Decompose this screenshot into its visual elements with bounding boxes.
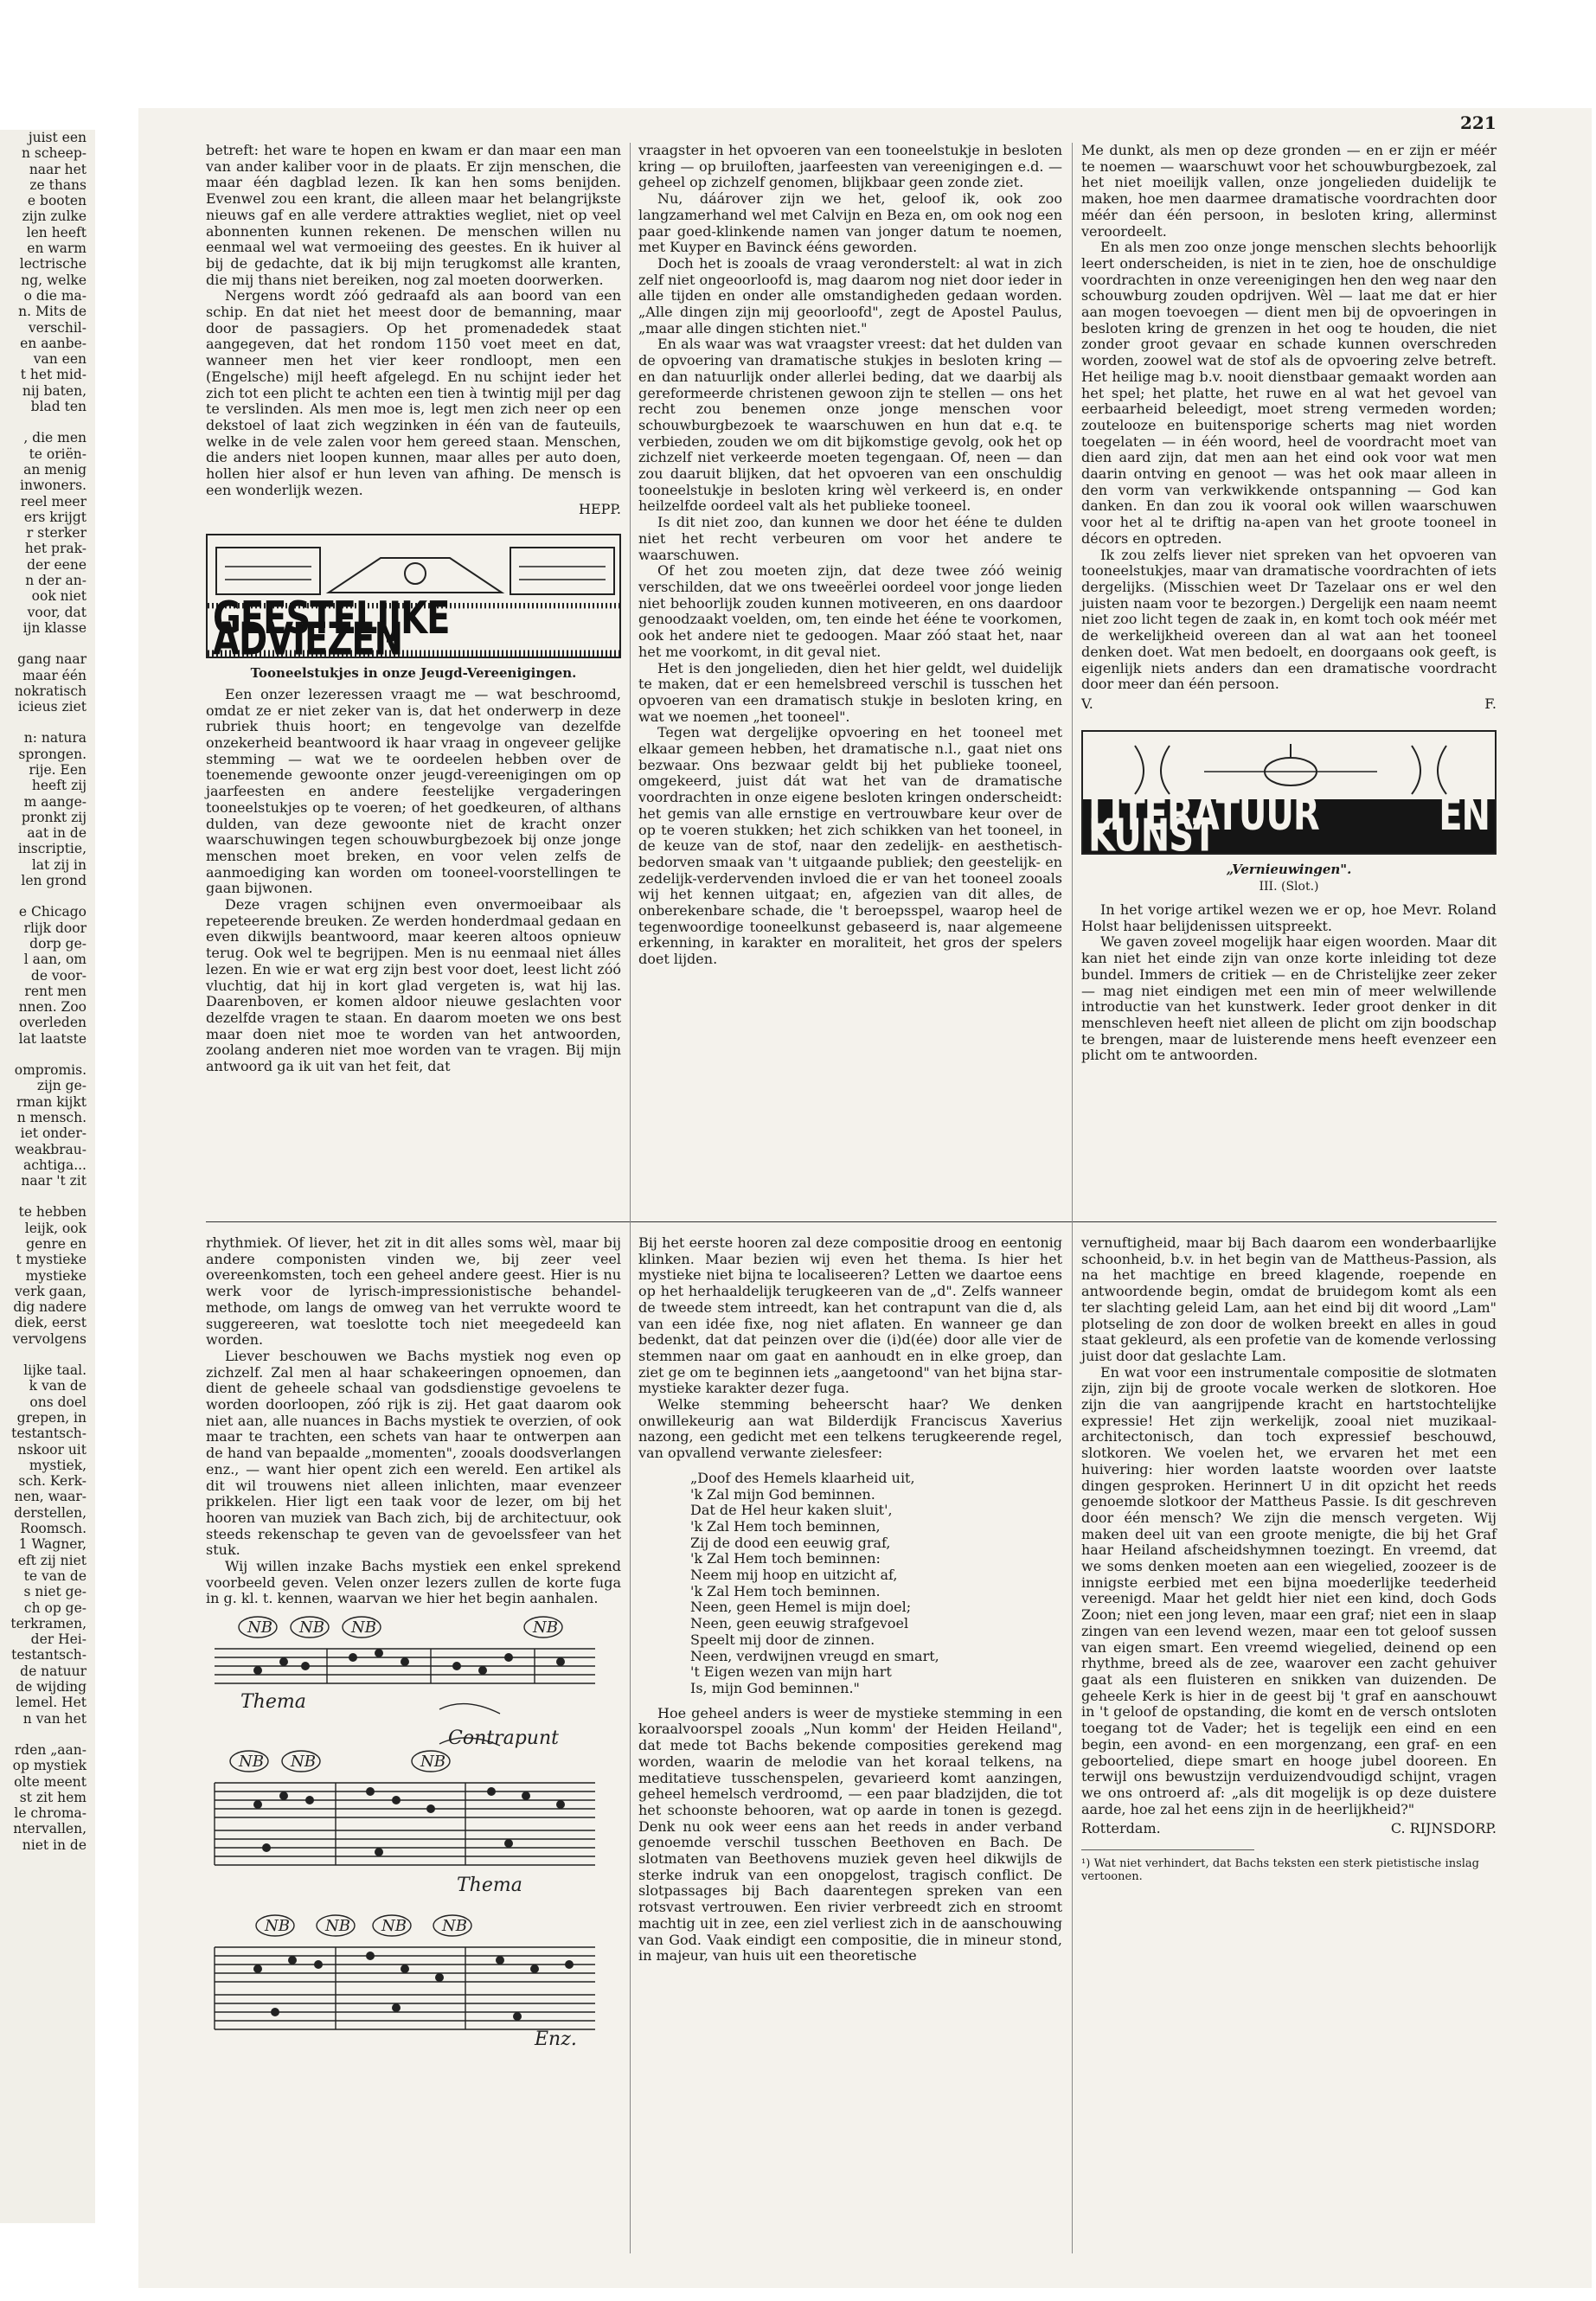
adjacent-page-text: genre en [26,1236,87,1252]
adjacent-page-text: zijn zulke [22,208,87,225]
author-name: C. RIJNSDORP. [1390,1820,1497,1837]
adjacent-page-text: iet onder- [20,1125,87,1142]
adjacent-page-text: te van de [23,1567,87,1584]
adjacent-page-text: pronkt zij [21,809,87,825]
adjacent-page-text: rman kijkt [16,1093,87,1110]
adjacent-page-text: ch op ge- [23,1599,87,1616]
poem-line: 'k Zal Hem toch beminnen: [690,1550,881,1567]
adjacent-page-text: an menig [23,461,87,478]
adjacent-page-text: sprongen. [18,746,87,762]
adjacent-page-text: dorp ge- [29,935,87,952]
article-subhead: „Vernieuwingen". [1226,861,1352,877]
adjacent-page-text: der eene [27,556,87,573]
adjacent-page-text: testantsch- [11,1426,87,1442]
footnote [1081,1849,1479,1884]
adjacent-page-text: ompromis. [14,1062,87,1079]
adjacent-page-text: ook niet [31,588,87,605]
adjacent-page-text: maar één [22,667,87,683]
adjacent-page-text: e booten [27,193,87,209]
col1-para: Nergens wordt zóó gedraafd als aan boord van een schip. En dat niet het meest door de bemanning, maar door de passagiers. Op het promenadedek staat aangegeven, dat het rondom 1150 voet meet en dat, wanneer men het vier keer rondloopt, men een (Engelsche) mijl heeft afgelegd. En nu schijnt ieder het zich tot een plicht te achten een tien à twintig mijl per dag te verslinden. Als men moe is, legt men zich neer op een dekstoel of laat zich wegzinken in één van de fauteuils, welke in de vele zalen voor hem gereed staan. Menschen, die anders niet loopen kunnen, maar alles per auto doen, hollen hier alsof er hun leven van afhing. De mensch is een wonderlijk wezen. [206,287,621,498]
adjacent-page-text: lijke taal. [23,1362,87,1379]
adjacent-page-text: le chroma- [14,1805,87,1822]
section-header-literatuur-en-kunst [1081,730,1497,862]
adjacent-page-text: t het mid- [20,367,87,383]
adjacent-page-text: overleden [19,1015,87,1031]
nb-mark: NB [420,1753,445,1772]
adjacent-page-text: nen, waar- [14,1489,87,1505]
lower-col1-para: rhythmiek. Of liever, het zit in dit alles soms wèl, maar bij andere componisten vinden we, bij zeer veel overeenkomsten, toch een geheel andere geest. Hier is nu werk voor de lyrisch-impressionistische behandel-methode, om langs de omweg van het verrukte woord te suggereeren, wat toeslotte toch niet meegedeeld kan worden. [206,1234,621,1349]
adjacent-page-text: eft zij niet [17,1552,87,1568]
adjacent-page-text: derstellen, [14,1504,87,1521]
adjacent-page-text: , die men [23,430,87,446]
adjacent-page-text: vervolgens [12,1330,87,1347]
adjacent-page-text: het prak- [24,541,87,557]
adjacent-page-text: len grond [21,873,87,889]
lower-col2-para: Bij het eerste hooren zal deze compositie droog en eentonig klinken. Maar bezien wij even het thema. Is hier het mystieke niet bijna te localiseeren? Letten we daartoe eens op het herhaaldelijk terugkeeren van de „d". Zelfs wanneer de tweede stem intreedt, kan het contrapunt van die d, als van een idée fixe, nog niet aflaten. En wanneer ge dan bedenkt, dat dat peinzen over die (i)d(ée) door alle vier de stemmen naar om gaat en aanhoudt en in elke groep, dan ziet ge om te beginnen iets „aangetoond" van het bijna star-mystieke karakter dezer fuga. [638,1234,1062,1397]
lower-col1-para: Wij willen inzake Bachs mystiek een enkel sprekend voorbeeld geven. Velen onzer lezers zullen de korte fuga in g. kl. t. kennen, waarvan we hier het begin aanhalen. [206,1558,621,1607]
music-score [206,1614,621,2047]
col3-para: Me dunkt, als men op deze gronden — en er zijn er méér te noemen — waarschuwt voor het schouwburgbezoek, zal het niet moeilijk vallen, onze jongelieden duidelijk te maken, hoe men daarmee dramatische voordrachten door méér dan één persoon, in besloten kring, allerminst veroordeelt. [1081,142,1497,240]
column-1 [206,143,621,1075]
adjacent-page-text: mystiek, [29,1457,87,1473]
adjacent-page-text: ons doel [29,1394,87,1410]
adjacent-page-text: verk gaan, [15,1283,87,1299]
score-label: Thema [240,1691,306,1714]
poem-line: Is, mijn God beminnen." [690,1679,860,1696]
poem-line: Neen, geen eeuwig strafgevoel [690,1615,909,1632]
signature-v: V. [1081,695,1093,712]
adjacent-page-text: zijn ge- [36,1078,87,1094]
article-subhead: Tooneelstukjes in onze Jeugd-Vereenigingen. [250,665,577,682]
col2-para: Doch het is zooals de vraag veronderstelt: al wat in zich zelf niet ongeoorloofd is, mag daarom nog niet door ieder in alle tijden en onder alle omstandigheden gedaan worden. „Alle dingen zijn mij geoorloofd", zegt de Apostel Paulus, „maar alle dingen stichten niet." [638,254,1062,336]
adjacent-page-text: juist een [28,130,87,145]
col2-para: Nu, dáárover zijn we het, geloof ik, ook zoo langzamerhand wel met Calvijn en Beza en, om ook nog een paar goed-klinkende namen van jonger datum te noemen, met Kuyper en Bavinck ééns geworden. [638,190,1062,256]
adjacent-page-text: st zit hem [19,1789,87,1805]
adjacent-page-text: nokratisch [14,683,87,699]
poem-line: Speelt mij door de zinnen. [690,1631,875,1648]
adjacent-page-text: de wijding [16,1679,87,1695]
section-title: GEESTELIJKE ADVIEZEN [208,609,619,651]
section-header-geestelijke-adviezen [206,534,621,666]
nb-mark: NB [325,1917,350,1936]
adjacent-page-text: nij baten, [22,382,87,399]
nb-mark: NB [247,1618,272,1638]
adjacent-page-text: rlijk door [23,920,87,936]
poem-line: 'k Zal mijn God beminnen. [690,1485,875,1503]
signature-hepp: HEPP. [578,501,621,518]
poem-line: Neen, verdwijnen vreugd en smart, [690,1647,939,1664]
col2-para: vraagster in het opvoeren van een tooneelstukje in besloten kring — op bruiloften, jaarfeesten van vereenigingen e.d. — geheel op zichzelf genomen, blijkbaar geen zonde ziet. [638,142,1062,191]
col2-para: Of het zou moeten zijn, dat deze twee zóó weinig verschilden, dat we ons tweeërlei oordeel voor jonge lieden niet behoorlijk zouden kunnen motiveeren, en ons daardoor genoodzaakt voelden, om, ten einde het ééne te voorkomen, ook het andere niet te gedoogen. Maar zóó staat het, naar het me voorkomt, in dit geval niet. [638,562,1062,660]
adjacent-page-text: mystieke [25,1267,87,1284]
adjacent-page-text: op mystiek [12,1758,87,1774]
col2-para: Tegen wat dergelijke opvoering en het tooneel met elkaar gemeen hebben, het dramatische n.l., gaat niet ons bezwaar. Ons bezwaar geldt bij het publieke tooneel, omgekeerd, juist dát wat het van de dramatische voordrachten in onze eigene besloten kringen onderscheidt: het gemis van alle ernstige en vertrouwbare keur over de op te voeren stukken; het zich schikken van het tooneel, in de keuze van de stof, naar den zedelijk- en aesthetisch-bedorven smaak van 't uitgaande publiek; den geestelijk- en zedelijk-verdervenden invloed die er van het tooneel zooals wij het kennen uitgaat; en, afgezien van dit alles, de onberekenbare schade, die 't beroepsspel, waarop heel de tegenwoordige tooneelkunst gebaseerd is, naar algemeene erkenning, in karakter en moraliteit, het gros der spelers doet lijden. [638,724,1062,968]
adjacent-page-text: blad ten [30,399,87,415]
lower-col3-para: vernuftigheid, maar bij Bach daarom een wonderbaarlijke schoonheid, b.v. in het begin van de Mattheus-Passion, als na het machtige en breed klagende, roepende en antwoordende begin, omdat de bruidegom komt als een ter slachting geleid Lam, aan het eind bij dit woord „Lam" plotseling de zon door de wolken breekt en alles in goud staat gekleurd, als een profetie van de komende verlossing juist door dat geslachte Lam. [1081,1234,1497,1364]
score-label: Contrapunt [448,1727,559,1750]
adjacent-page-text: der Hei- [30,1631,87,1648]
poem-line: Neem mij hoop en uitzicht af, [690,1567,898,1584]
adjacent-page-text: rent men [24,983,87,999]
adjacent-page-text: te hebben [18,1204,87,1221]
adjacent-page-text: reel meer [20,493,87,510]
poem-line: Zij de dood een eeuwig graf, [690,1534,891,1551]
footnote-text: ¹) Wat niet verhindert, dat Bachs teksten een sterk pietistische inslag vertoonen. [1081,1857,1479,1884]
adjacent-page-text: n scheep- [21,145,87,162]
nb-mark: NB [351,1618,376,1638]
column-rule [630,143,631,2253]
adjacent-page-text: heeft zij [31,778,87,794]
adjacent-page-text: weakbrau- [15,1141,87,1157]
adjacent-page-text: t mystieke [16,1252,87,1268]
poem-line: „Doof des Hemels klaarheid uit, [690,1469,915,1486]
score-label: Thema [457,1875,522,1897]
section-title: LITERATUUR EN KUNST [1088,789,1490,862]
adjacent-page-text: l aan, om [23,952,87,968]
adjacent-page-text: olte meent [14,1773,87,1790]
adjacent-page-text: e Chicago [18,904,87,920]
column-3 [1081,143,1497,1064]
adjacent-page-text: lectrische [19,256,87,272]
signature-f: F. [1484,695,1497,712]
nb-mark: NB [265,1917,290,1936]
col3-para: En als men zoo onze jonge menschen slechts behoorlijk leert onderscheiden, is niet in te zien, hoe de onschuldige voordrachten in onze vereenigingen hen den weg naar den schouwburg zouden opdrijven. Wèl — laat me dat er hier aan mogen toevoegen — dient men bij de opvoeringen in besloten kring de grenzen in het oog te houden, die niet zonder groot gevaar en schade kunnen overschreden worden, zoowel wat de stof als de opvoering zelve betreft. Het heilige mag b.v. nooit dienstbaar gemaakt worden aan het spel; het platte, het ruwe en al wat het gevoel van eerbaarheid beleedigt, moet streng vermeden worden; zoutelooze en buitensporige scherts mag niet worden toegelaten — in één woord, heel de voordracht moet van dien aard zijn, dat men aan het eind ook voor wat men daarin ontving en genoot — was het ook maar alleen in den vorm van verkwikkende ontspanning — God kan danken. En dan zou ik vooral ook willen waarschuwen voor het al te driftig na-apen van het groote tooneel in décors en optreden. [1081,239,1497,547]
adjacent-page-text: lat laatste [18,1030,87,1047]
adjacent-page-text: ers krijgt [23,509,87,525]
lower-column-2 [638,1235,1062,1965]
adjacent-page-text: k van de [29,1378,87,1394]
adjacent-page-text: terkramen, [10,1615,87,1631]
score-label: Enz. [535,2029,577,2048]
col3-para: We gaven zoveel mogelijk haar eigen woorden. Maar dit kan niet het einde zijn van onze korte inleiding tot deze bundel. Immers de critiek — en de Christelijke zeer zeker — mag niet eindigen met een min of meer welwillende introductie van het kunstwerk. Ieder groot denker in dit menschleven heeft niet alleen de plicht om zijn boodschap te brengen, maar de luisterende mens heeft evenzeer een plicht om te antwoorden. [1081,933,1497,1064]
adjacent-page-text: s niet ge- [23,1584,87,1600]
adjacent-page-text: n. Mits de [18,304,87,320]
adjacent-page-text: ntervallen, [13,1821,87,1837]
poem-line: Neen, geen Hemel is mijn doel; [690,1599,912,1616]
col1-para: Deze vragen schijnen even onvermoeibaar als repeteerende breuken. Ze werden honderdmaal gedaan en even dikwijls beantwoord, maar keeren altoos opnieuw terug. Ook wel te begrijpen. Men is nu eenmaal niet álles lezen. En wie er wat erg zijn best voor doet, leest licht zóó vluchtig, dat hij in kort glad vergeten is, wat hij las. Daarenboven, er komen aldoor nieuwe geslachten voor dezelfde vragen te staan. En daarom moeten we ons best maar doen niet moe te worden van het antwoorden, zoolang anderen niet moe worden van te vragen. Bij mijn antwoord ga ik uit van het feit, dat [206,896,621,1075]
lower-col2-para: Welke stemming beheerscht haar? We denken onwillekeurig aan wat Bilderdijk Franciscus Xaverius nazong, een gedicht met een telkens terugkeerende regel, van opvallend verwante zielesfeer: [638,1396,1062,1462]
dateline-place: Rotterdam. [1081,1820,1161,1837]
col1-para: Een onzer lezeressen vraagt me — wat beschroomd, omdat ze er niet zeker van is, dat het onderwerp in deze rubriek thuis hoort; en tengevolge van dezelfde onzekerheid beantwoord ik haar vraag in ongeveer gelijke stemming — wat we te oordeelen hebben over de toenemende gewoonte onzer jeugd-vereenigingen om op jaarfeesten en andere feestelijke vergaderingen tooneelstukjes op te voeren; of het goedkeuren, of althans dulden, van deze gewoonte niet de kracht onzer waarschuwingen tegen schouwburgbezoek bij onze jonge menschen moet breken, en voor velen zelfs de aanmoediging kan worden om tooneel-voorstellingen te gaan bijwonen. [206,685,621,897]
adjacent-page-text: dig nadere [13,1299,87,1316]
col3-para: Ik zou zelfs liever niet spreken van het opvoeren van tooneelstukjes, maar van dramatische voordrachten of iets dergelijks. (Misschien weet Dr Tazelaar ons er wel den juisten naam voor te bezorgen.) Dergelijk een naam neemt niet zoo licht tegen de zaak in, en komt toch ook méér met de werkelijkheid overeen dan al wat aan het tooneel denken doet. Wat men bedoelt, en doorgaans ook geeft, is eigenlijk niets anders dan een dramatische voordracht door meer dan één persoon. [1081,546,1497,693]
lower-column-3 [1081,1235,1497,1883]
col1-para: betreft: het ware te hopen en kwam er dan maar een man van ander kaliber voor in de plaats. Er zijn menschen, die maar één dagblad lezen. Ik kan hen soms benijden. Evenwel zou een krant, die alleen maar het belangrijkste nieuws gaf en alle verdere attrakties wegliet, niet op veel abonnenten kunnen rekenen. De menschen willen nu eenmaal wel wat vermoeiing des geestes. En ik huiver al bij de gedachte, dat ik bij mijn terugkomst alle kranten, die mij thans niet bereiken, nog zal moeten doorwerken. [206,142,621,288]
column-2 [638,143,1062,968]
nb-mark: NB [533,1618,558,1638]
adjacent-page-text: 1 Wagner, [18,1536,87,1553]
adjacent-page-text: ijn klasse [22,619,87,636]
adjacent-page-text: achtiga... [22,1157,87,1173]
column-rule [1072,143,1073,2253]
adjacent-page-text: nskoor uit [17,1441,87,1458]
nb-mark: NB [239,1753,264,1772]
adjacent-page-text: diek, eerst [14,1315,87,1331]
adjacent-page-text: naar het [29,161,87,177]
lower-col1-para: Liever beschouwen we Bachs mystiek nog even op zichzelf. Zal men al haar schakeeringen opnoemen, dan dient de geheele schaal van godsdienstige gevoelens te worden doorloopen, zóó rijk is zij. Het gaat daarom ook niet aan, alle nuances in Bachs mystiek te overzien, of ook maar te trachten, een schets van haar te ontwerpen aan de hand van bepaalde „momenten", zooals doodsverlangen enz., — want hier opent zich een wereld. Een artikel als dit wil trouwens niet alleen inlichten, maar evenzeer prikkelen. Hier ligt een taak voor de lezer, om bij het hooren van muziek van Bach zich, bij de architectuur, ook steeds rekenschap te geven van de gevoelssfeer van het stuk. [206,1347,621,1559]
section-divider [206,1221,1497,1222]
col3-para: In het vorige artikel wezen we er op, hoe Mevr. Roland Holst haar belijdenissen uitspreekt. [1081,901,1497,934]
adjacent-page-text: aat in de [27,825,87,842]
adjacent-page-text: ze thans [29,176,87,193]
adjacent-page-text: leijk, ook [24,1220,87,1236]
adjacent-page-text: en aanbe- [20,335,87,351]
nb-mark: NB [442,1917,467,1936]
poem [690,1471,1062,1697]
adjacent-page-text: testantsch- [11,1647,87,1663]
lower-col3-para: En wat voor een instrumentale compositie de slotmaten zijn, zijn bij de groote vocale werken de slotkoren. Hoe zijn die van aangrijpende kracht en hartstochtelijke expressie! Het zijn werkelijk, zooal niet muzikaal-architectonisch, dan toch expressief beschouwd, slotkoren. We voelen het, we ervaren het met een huivering: hier worden laatste woorden over laatste dingen gesproken. Herinnert U in dit opzicht het reeds genoemde slotkoor der Mattheus Passie. Is dit geschreven door één mensch? We zijn die mensch vergeten. Wij maken deel uit van een groote menigte, die bij het Graf haar Heiland afscheidshymnen toezingt. En vreemd, dat we soms denken moeten aan een wiegelied, zoozeer is de innigste eerbied met een bijna moederlijke teederheid vereenigd. Maar het geldt hier niet een kind, doch Gods Zoon; niet een jong leven, maar een graf; niet een in slaap zingen van een levend wezen, maar een tot geloof sussen van eigen smart. Een vreemd wiegelied, deinend op een rhythme, breed als de zee, waarover een zacht gehuiver gaat als een fluisteren en snikken van duizenden. De geheele Kerk is hier in de geest bij 't graf en aanschouwt in 't geloof de opstanding, die komt en de versch ontsloten toegang tot de Vader; het is tegelijk een eind en een begin, een avond- en een morgenzang, een graf- en een geboortelied, diepe smart en hooge jubel dooreen. En terwijl ons bewustzijn verduizendvoudigd schijnt, vragen we ons ontroerd af: „als dit mogelijk is op deze duistere aarde, hoe zal het eens zijn in de heerlijkheid?" [1081,1363,1497,1817]
adjacent-page-text: len heeft [26,224,87,240]
adjacent-page-text: o die ma- [23,287,87,304]
nb-mark: NB [291,1753,316,1772]
adjacent-page-text: n der an- [25,573,87,589]
adjacent-page-text: de natuur [20,1663,87,1679]
col2-para: Het is den jongelieden, dien het hier geldt, wel duidelijk te maken, dat er een hemelsbreed verschil is tusschen het opvoeren van een dramatisch stukje in besloten kring, en wat we noemen „het tooneel". [638,659,1062,725]
adjacent-page-text: rden „aan- [14,1741,87,1758]
adjacent-page-fragment [0,130,95,2223]
adjacent-page-text: Roomsch. [20,1521,87,1537]
adjacent-page-text: grepen, in [16,1409,87,1426]
adjacent-page-text: voor, dat [27,604,87,620]
adjacent-page-text: te oriën- [29,445,87,462]
adjacent-page-text: ng, welke [21,272,87,288]
adjacent-page-text: icieus ziet [17,699,87,715]
adjacent-page-text: r sterker [26,525,87,542]
adjacent-page-text: lat zij in [31,856,87,873]
adjacent-page-text: nnen. Zoo [18,999,87,1016]
col2-para: Is dit niet zoo, dan kunnen we door het ééne te dulden niet het recht verbeuren om voor het andere te waarschuwen. [638,514,1062,563]
nb-mark: NB [381,1917,407,1936]
adjacent-page-text: inwoners. [20,478,87,494]
lower-column-1 [206,1235,621,2047]
adjacent-page-text: n mensch. [16,1109,87,1125]
adjacent-page-text: lemel. Het [16,1695,87,1711]
adjacent-page-text: n van het [22,1710,87,1727]
page-number: 221 [1460,112,1497,133]
adjacent-page-text: verschil- [28,319,87,336]
nb-mark: NB [299,1618,324,1638]
adjacent-page-text: de voor- [30,967,87,984]
col2-para: En als waar was wat vraagster vreest: dat het dulden van de opvoering van dramatische stukjes in besloten kring — en dan natuurlijk onder allerlei beding, dat we daarbij als gereformeerde christenen gewoon zijn te stellen — ons het recht zou benemen onze jonge menschen voor schouwburgbezoek te waarschuwen en hun dat e.q. te verbieden, zouden we om dit bijkomstige gevolg, ook het op zichzelf niet verkeerde moeten tegengaan. Of, neen — dan zou daaruit blijken, dat het opvoeren van een onschuldig tooneelstukje in besloten kring wèl verkeerd is, en onder heilzelfde oordeel valt als het publieke tooneel. [638,336,1062,515]
adjacent-page-text: n: natura [23,730,87,747]
poem-line: 'k Zal Hem toch beminnen. [690,1582,881,1599]
poem-line: Dat de Hel heur kaken sluit', [690,1502,893,1519]
article-part: III. (Slot.) [1259,880,1319,894]
fugue-score-icon [206,1614,604,2047]
adjacent-page-text: rije. Een [29,761,87,778]
adjacent-page-text: van een [33,351,87,368]
adjacent-page-text: en warm [27,240,87,257]
adjacent-page-text: naar 't zit [21,1173,87,1189]
poem-line: 'k Zal Hem toch beminnen, [690,1517,881,1535]
adjacent-page-text: m aange- [23,793,87,810]
adjacent-page-text: inscriptie, [17,841,87,857]
adjacent-page-text: niet in de [22,1836,87,1853]
poem-line: 't Eigen wezen van mijn hart [690,1663,892,1681]
adjacent-page-text: gang naar [17,651,87,668]
adjacent-page-text: sch. Kerk- [18,1473,87,1490]
lower-col2-para: Hoe geheel anders is weer de mystieke stemming in een koraalvoorspel zooals „Nun komm' der Heiden Heiland", dat mede tot Bachs bekende composities gerekend mag worden, waarin de melodie van het koraal telkens, na meditatieve tusschenspelen, gevarieerd komt aanzingen, geheel hemelsch verdroomd, — een paar bladzijden, die tot het schoonste behooren, wat op aarde in tonen is gezegd. Denk nu ook weer eens aan het reeds in ander verband genoemde verschil tusschen Beethoven en Bach. De slotmaten van Beethovens muziek geven heel dikwijls de sterke indruk van een onopgelost, tragisch conflict. De slotpassages bij Bach daarentegen spreken van een rotsvast vertrouwen. Een rivier verbreedt zich en stroomt machtig uit in zee, een ziel verliest zich in de aanschouwing van God. Vaak eindigt een compositie, die in mineur stond, in majeur, van huis uit een theoretische [638,1704,1062,1965]
